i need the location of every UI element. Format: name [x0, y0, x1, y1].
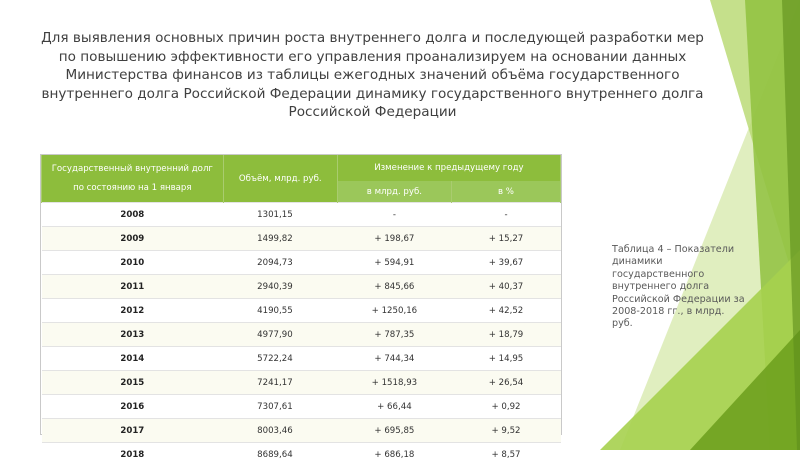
table-row: [42, 443, 561, 466]
year-cell: 2018: [42, 443, 224, 466]
change-percent-cell: + 9,52: [451, 419, 560, 443]
volume-cell: 4190,55: [223, 299, 337, 323]
year-cell: 2010: [42, 251, 224, 275]
year-cell: 2009: [42, 227, 224, 251]
table-row: [42, 371, 561, 395]
year-cell: 2014: [42, 347, 224, 371]
table-row: [42, 251, 561, 275]
table-row: [42, 275, 561, 299]
volume-cell: 7307,61: [223, 395, 337, 419]
debt-table: [41, 155, 561, 466]
table-caption: Таблица 4 – Показатели динамики государственного внутреннего долга Российской Федерации за 2008-2018 гг., в млрд. руб.: [612, 244, 747, 331]
change-percent-cell: + 15,27: [451, 227, 560, 251]
year-cell: 2017: [42, 419, 224, 443]
volume-cell: 1499,82: [223, 227, 337, 251]
header-change-percent: в %: [451, 181, 560, 203]
table-body: [42, 203, 561, 466]
header-change-group: Изменение к предыдущему году: [337, 155, 560, 181]
change-percent-cell: + 18,79: [451, 323, 560, 347]
table-row: [42, 203, 561, 227]
change-percent-cell: -: [451, 203, 560, 227]
header-change-rub: в млрд. руб.: [337, 181, 451, 203]
volume-cell: 8003,46: [223, 419, 337, 443]
table-row: [42, 323, 561, 347]
change-rub-cell: + 845,66: [337, 275, 451, 299]
change-rub-cell: + 787,35: [337, 323, 451, 347]
header-volume: Объём, млрд. руб.: [223, 155, 337, 203]
table-row: [42, 227, 561, 251]
change-rub-cell: + 744,34: [337, 347, 451, 371]
year-cell: 2016: [42, 395, 224, 419]
change-percent-cell: + 14,95: [451, 347, 560, 371]
change-percent-cell: + 0,92: [451, 395, 560, 419]
year-cell: 2013: [42, 323, 224, 347]
change-percent-cell: + 8,57: [451, 443, 560, 466]
year-cell: 2011: [42, 275, 224, 299]
year-cell: 2015: [42, 371, 224, 395]
volume-cell: 2940,39: [223, 275, 337, 299]
year-cell: 2008: [42, 203, 224, 227]
change-rub-cell: + 695,85: [337, 419, 451, 443]
volume-cell: 7241,17: [223, 371, 337, 395]
table-header-row: [42, 155, 561, 181]
change-rub-cell: + 198,67: [337, 227, 451, 251]
table-row: [42, 395, 561, 419]
table-row: [42, 419, 561, 443]
slide-title: Для выявления основных причин роста внутреннего долга и последующей разработки мер по повышению эффективности его управления проанализируем на основании данных Министерства финансов из таблицы ежегодных значений объёма государственного внутреннего долга Российской Федерации динамику государственного внутреннего долга Российской Федерации: [40, 29, 705, 122]
header-debt-date: Государственный внутренний долг по состоянию на 1 января: [42, 155, 224, 203]
volume-cell: 1301,15: [223, 203, 337, 227]
change-rub-cell: -: [337, 203, 451, 227]
table-row: [42, 299, 561, 323]
volume-cell: 8689,64: [223, 443, 337, 466]
change-rub-cell: + 66,44: [337, 395, 451, 419]
volume-cell: 5722,24: [223, 347, 337, 371]
volume-cell: 4977,90: [223, 323, 337, 347]
change-percent-cell: + 42,52: [451, 299, 560, 323]
change-percent-cell: + 40,37: [451, 275, 560, 299]
change-rub-cell: + 686,18: [337, 443, 451, 466]
change-percent-cell: + 39,67: [451, 251, 560, 275]
debt-table-container: [40, 154, 562, 435]
table-row: [42, 347, 561, 371]
change-rub-cell: + 1518,93: [337, 371, 451, 395]
year-cell: 2012: [42, 299, 224, 323]
volume-cell: 2094,73: [223, 251, 337, 275]
change-rub-cell: + 1250,16: [337, 299, 451, 323]
change-rub-cell: + 594,91: [337, 251, 451, 275]
change-percent-cell: + 26,54: [451, 371, 560, 395]
